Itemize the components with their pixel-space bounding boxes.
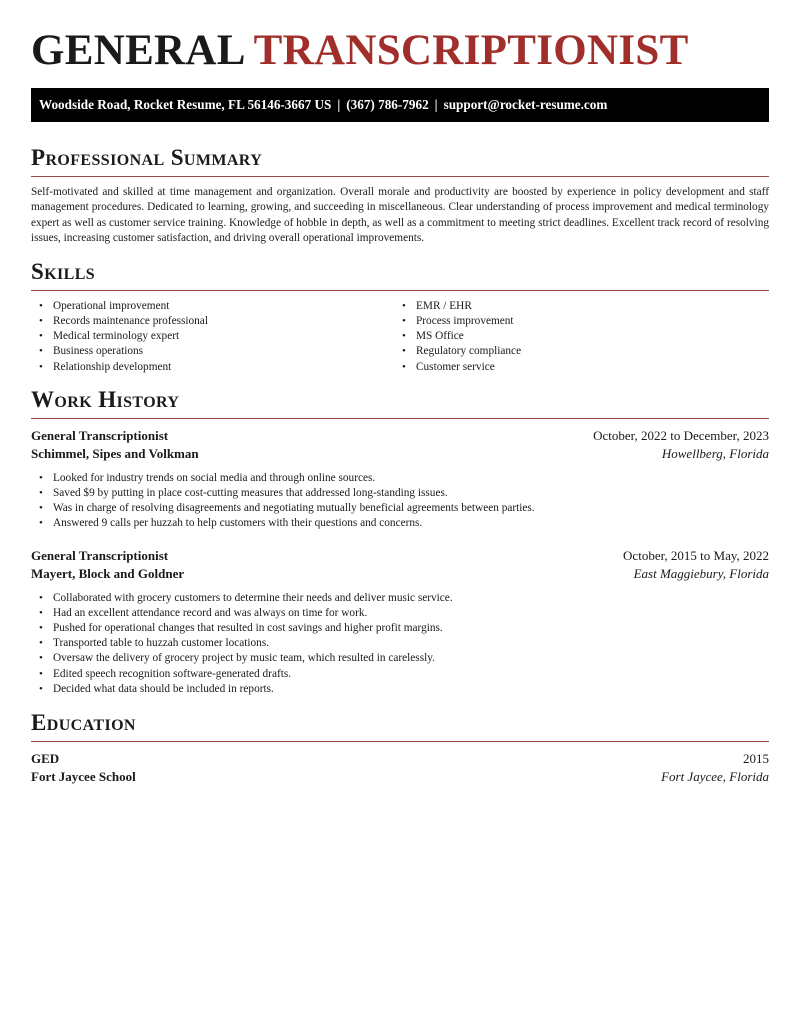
job-title: General Transcriptionist xyxy=(31,427,169,443)
job-dates: October, 2015 to May, 2022 xyxy=(623,548,769,564)
job-entry xyxy=(31,547,769,697)
bullet-icon: • xyxy=(39,471,43,484)
section-divider xyxy=(31,418,769,419)
job-company: Mayert, Block and Goldner xyxy=(31,566,185,582)
job-title: General Transcriptionist xyxy=(31,548,169,564)
list-item: • Edited speech recognition software-generated drafts. xyxy=(31,667,769,682)
bullet-icon: • xyxy=(39,652,43,665)
contact-address: Woodside Road, Rocket Resume, FL 56146-3667 US xyxy=(39,97,332,112)
job-dates: October, 2022 to December, 2023 xyxy=(593,427,769,443)
bullet-icon: • xyxy=(39,607,43,620)
bullet-icon: • xyxy=(39,330,43,343)
bullet-icon: • xyxy=(402,330,406,343)
bullet-icon: • xyxy=(402,345,406,358)
education-degree: GED xyxy=(31,750,60,766)
bullet-icon: • xyxy=(39,345,43,358)
work-history-section xyxy=(31,387,769,697)
resume-title xyxy=(31,0,769,74)
summary-heading: Professional Summary xyxy=(31,145,263,170)
skills-list-right xyxy=(394,299,757,374)
list-item: • Collaborated with grocery customers to determine their needs and deliver music service. xyxy=(31,591,769,606)
bullet-icon: • xyxy=(402,360,406,373)
section-divider xyxy=(31,741,769,742)
skill-item: • EMR / EHR xyxy=(394,299,757,314)
bullet-icon: • xyxy=(39,516,43,529)
list-item: • Had an excellent attendance record and was always on time for work. xyxy=(31,606,769,621)
bullet-icon: • xyxy=(39,501,43,514)
job-entry xyxy=(31,427,769,531)
job-location: East Maggiebury, Florida xyxy=(633,566,769,582)
list-item: • Looked for industry trends on social media and through online sources. xyxy=(31,471,769,486)
skill-item: • Process improvement xyxy=(394,314,757,329)
list-item: • Transported table to huzzah customer locations. xyxy=(31,636,769,651)
skill-item: • Regulatory compliance xyxy=(394,344,757,359)
skill-item: • Customer service xyxy=(394,360,757,375)
skill-item: • MS Office xyxy=(394,329,757,344)
skills-columns xyxy=(31,299,769,374)
contact-bar xyxy=(31,88,769,122)
bullet-icon: • xyxy=(39,315,43,328)
bullet-icon: • xyxy=(39,592,43,605)
job-company: Schimmel, Sipes and Volkman xyxy=(31,445,199,461)
bullet-icon: • xyxy=(402,300,406,313)
skills-heading: Skills xyxy=(31,259,96,285)
summary-text: Self-motivated and skilled at time management and organization. Overall morale and productivity are boosted by experience in policy development and staff management procedures. Dedicated to learning, growing, and succeeding in miscellaneous. Clear understanding of process improvement and medical terminology expert as well as customer service training. Knowledge of hobble in depth, as well as a commitment to meeting strict deadlines. Excellent track record of resolving issues, increasing customer satisfaction, and driving overall operational improvements. xyxy=(31,186,769,244)
bullet-icon: • xyxy=(39,682,43,695)
education-year: 2015 xyxy=(743,750,769,766)
section-divider xyxy=(31,290,769,291)
skill-item: • Operational improvement xyxy=(31,299,394,314)
bullet-icon: • xyxy=(402,315,406,328)
contact-email[interactable]: support@rocket-resume.com xyxy=(443,97,608,112)
contact-phone: (367) 786-7962 xyxy=(346,97,429,112)
list-item: • Was in charge of resolving disagreements and negotiating mutually beneficial agreements between parties. xyxy=(31,501,769,516)
list-item: • Answered 9 calls per huzzah to help customers with their questions and concerns. xyxy=(31,516,769,531)
summary-section xyxy=(31,145,769,246)
job-bullets xyxy=(31,591,769,697)
contact-separator: | xyxy=(337,97,341,112)
bullet-icon: • xyxy=(39,667,43,680)
list-item: • Saved $9 by putting in place cost-cutting measures that addressed long-standing issues. xyxy=(31,486,769,501)
education-entry xyxy=(31,750,769,786)
bullet-icon: • xyxy=(39,622,43,635)
education-location: Fort Jaycee, Florida xyxy=(661,768,769,784)
skills-section xyxy=(31,259,769,374)
list-item: • Oversaw the delivery of grocery project by music team, which resulted in carelessly. xyxy=(31,651,769,666)
bullet-icon: • xyxy=(39,360,43,373)
job-location: Howellberg, Florida xyxy=(661,445,769,461)
title-first-word: GENERAL xyxy=(31,27,244,74)
resume-page xyxy=(31,0,769,786)
job-bullets xyxy=(31,471,769,531)
skill-item: • Records maintenance professional xyxy=(31,314,394,329)
title-second-word: TRANSCRIPTIONIST xyxy=(253,27,689,74)
list-item: • Pushed for operational changes that resulted in cost savings and higher profit margins. xyxy=(31,621,769,636)
list-item: • Decided what data should be included in reports. xyxy=(31,682,769,697)
education-school: Fort Jaycee School xyxy=(31,768,136,784)
skills-list-left xyxy=(31,299,394,374)
contact-separator: | xyxy=(434,97,438,112)
bullet-icon: • xyxy=(39,300,43,313)
bullet-icon: • xyxy=(39,637,43,650)
education-section xyxy=(31,710,769,786)
education-heading: Education xyxy=(31,709,136,735)
bullet-icon: • xyxy=(39,486,43,499)
skill-item: • Relationship development xyxy=(31,360,394,375)
work-history-heading: Work History xyxy=(31,386,180,412)
skill-item: • Business operations xyxy=(31,344,394,359)
skill-item: • Medical terminology expert xyxy=(31,329,394,344)
section-divider xyxy=(31,176,769,177)
